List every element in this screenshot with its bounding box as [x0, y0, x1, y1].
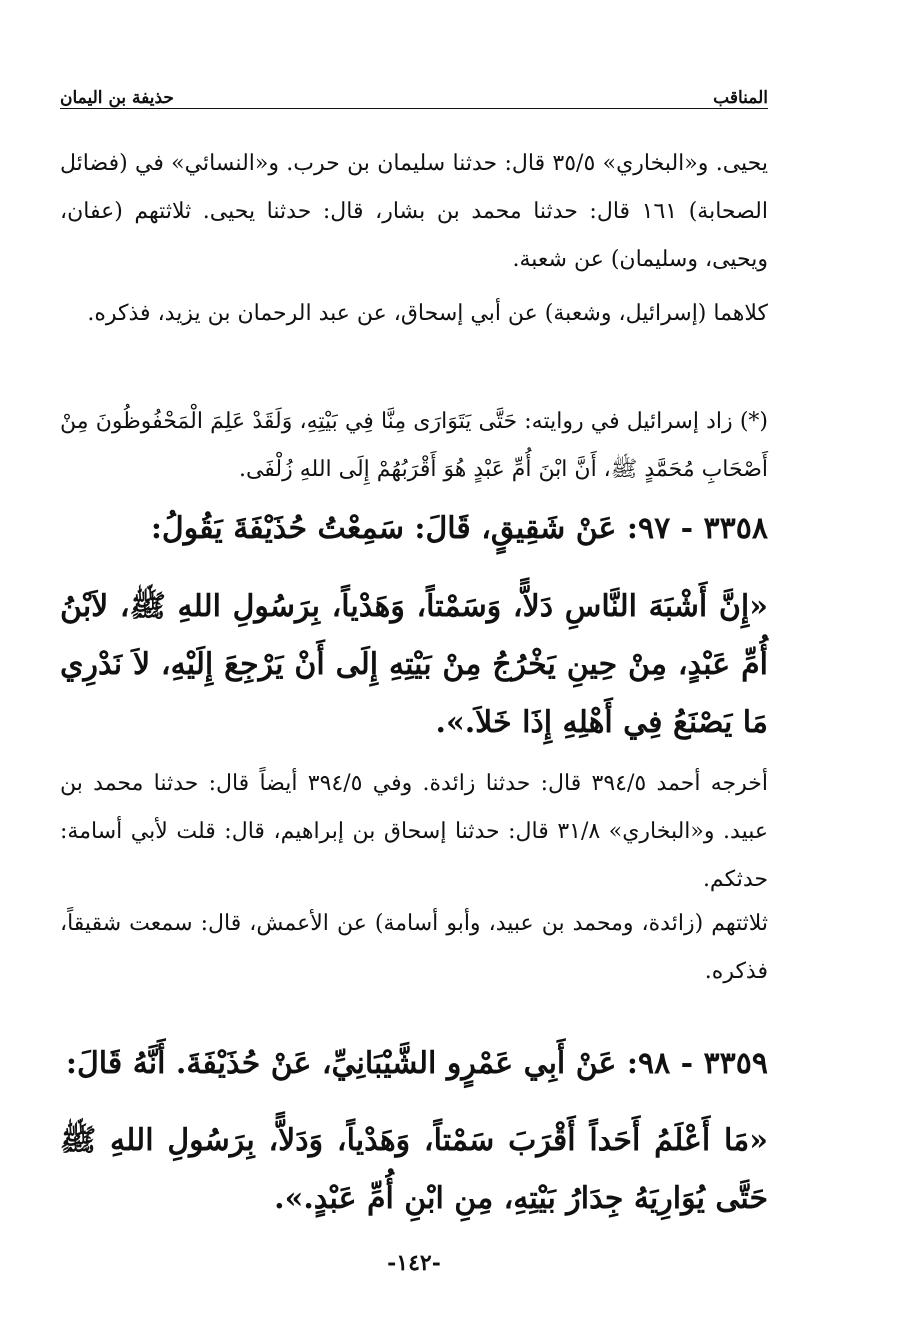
paragraph-isnad-summary: كلاهما (إسرائيل، وشعبة) عن أبي إسحاق، عن عبد الرحمان بن يزيد، فذكره. [87, 301, 768, 326]
header-chapter-title: حذيفة بن اليمان [60, 88, 174, 108]
hadith-3358-text: «إِنَّ أَشْبَهَ النَّاسِ دَلاًّ، وَسَمْتاً، وَهَدْياً، بِرَسُولِ اللهِ ﷺ، لاَبْنُ أُمِّ عَبْدٍ، مِنْ حِينِ يَخْرُجُ مِنْ بَيْتِهِ إِلَى أَنْ يَرْجِعَ إِلَيْهِ، لاَ نَدْرِي مَا يَصْنَعُ فِي أَهْلِهِ إِذَا خَلاَ.». [60, 589, 768, 740]
page-number: -١٤٢- [387, 1250, 441, 1276]
header-section-title: المناقب [713, 88, 768, 108]
hadith-3359-heading: ٣٣٥٩ - ٩٨: عَنْ أَبِي عَمْرٍو الشَّيْبَانِيِّ، عَنْ حُذَيْفَةَ. أَنَّهُ قَالَ: [65, 1046, 768, 1081]
paragraph-source-citation: يحيى. و«البخاري» ٣٥/٥ قال: حدثنا سليمان بن حرب. و«النسائي» في (فضائل الصحابة) ١٦١ قال: حدثنا محمد بن بشار، قال: حدثنا يحيى. ثلاثتهم (عفان، ويحيى، وسليمان) عن شعبة. [60, 151, 768, 272]
header-rule [60, 108, 768, 109]
hadith-3358-takhrij: أخرجه أحمد ٣٩٤/٥ قال: حدثنا زائدة. وفي ٣٩٤/٥ أيضاً قال: حدثنا محمد بن عبيد. و«البخاري» ٣١/٨ قال: حدثنا إسحاق بن إبراهيم، قال: قلت لأبي أسامة: حدثكم. [60, 771, 768, 892]
running-header [60, 88, 768, 112]
paragraph-footnote-addition: (*) زاد إسرائيل في روايته: حَتَّى يَتَوَارَى مِنَّا فِي بَيْتِهِ، وَلَقَدْ عَلِمَ الْمَحْفُوظُونَ مِنْ أَصْحَابِ مُحَمَّدٍ ﷺ، أَنَّ ابْنَ أُمِّ عَبْدٍ هُوَ أَقْرَبُهُمْ إِلَى اللهِ زُلْفَى. [60, 409, 768, 482]
hadith-3358-heading: ٣٣٥٨ - ٩٧: عَنْ شَقِيقٍ، قَالَ: سَمِعْتُ حُذَيْفَةَ يَقُولُ: [150, 511, 768, 546]
document-page [60, 0, 768, 1342]
hadith-3359-text: «مَا أَعْلَمُ أَحَداً أَقْرَبَ سَمْتاً، وَهَدْياً، وَدَلاًّ، بِرَسُولِ اللهِ ﷺ حَتَّى يُوَارِيَهُ جِدَارُ بَيْتِهِ، مِنِ ابْنِ أُمِّ عَبْدٍ.». [60, 1123, 768, 1216]
hadith-3358-isnad-summary: ثلاثتهم (زائدة، ومحمد بن عبيد، وأبو أسامة) عن الأعمش، قال: سمعت شقيقاً، فذكره. [60, 911, 768, 984]
